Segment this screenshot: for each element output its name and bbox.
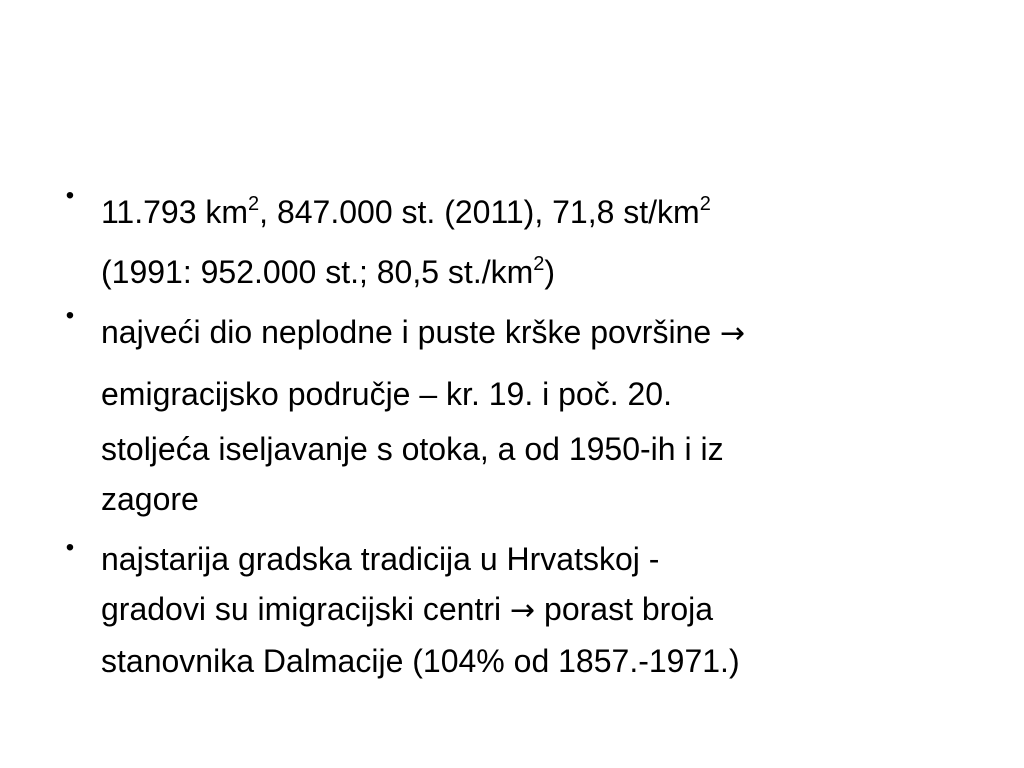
bullet-item (60, 302, 960, 524)
bullet-list (60, 182, 960, 686)
bullet-line (101, 242, 960, 302)
superscript: 2 (533, 253, 545, 275)
bullet-line: stoljeća iseljavanje s otoka, a od 1950-ih i iz (101, 431, 724, 467)
bullet-mark: • (65, 182, 75, 209)
closing-paren: ) (544, 254, 556, 290)
bullet-line (101, 584, 960, 636)
line-text: gradovi su imigracijski centri (101, 591, 502, 627)
bullet-line: najstarija gradska tradicija u Hrvatskoj - (101, 541, 660, 577)
bullet-line (101, 182, 960, 242)
bullet-item (60, 534, 960, 686)
area-text: 11.793 km (101, 194, 249, 230)
bullet-line: stanovnika Dalmacije (104% od 1857.-1971.) (101, 643, 740, 679)
bullet-item (60, 182, 960, 302)
line-text: porast broja (544, 591, 714, 627)
bullet-line: emigracijsko područje – kr. 19. i poč. 20. (101, 376, 672, 412)
bullet-line (101, 302, 960, 364)
bullet-mark: • (65, 302, 75, 329)
right-arrow-icon: → (510, 593, 536, 628)
superscript: 2 (699, 193, 711, 215)
comparison-text: (1991: 952.000 st.; 80,5 st./km (101, 254, 534, 290)
line-text: najveći dio neplodne i puste krške površine (101, 314, 712, 350)
bullet-line: zagore (101, 481, 199, 517)
superscript: 2 (248, 193, 260, 215)
right-arrow-icon: → (720, 316, 746, 351)
population-text: , 847.000 st. (2011), 71,8 st/km (259, 194, 700, 230)
bullet-mark: • (65, 534, 75, 561)
